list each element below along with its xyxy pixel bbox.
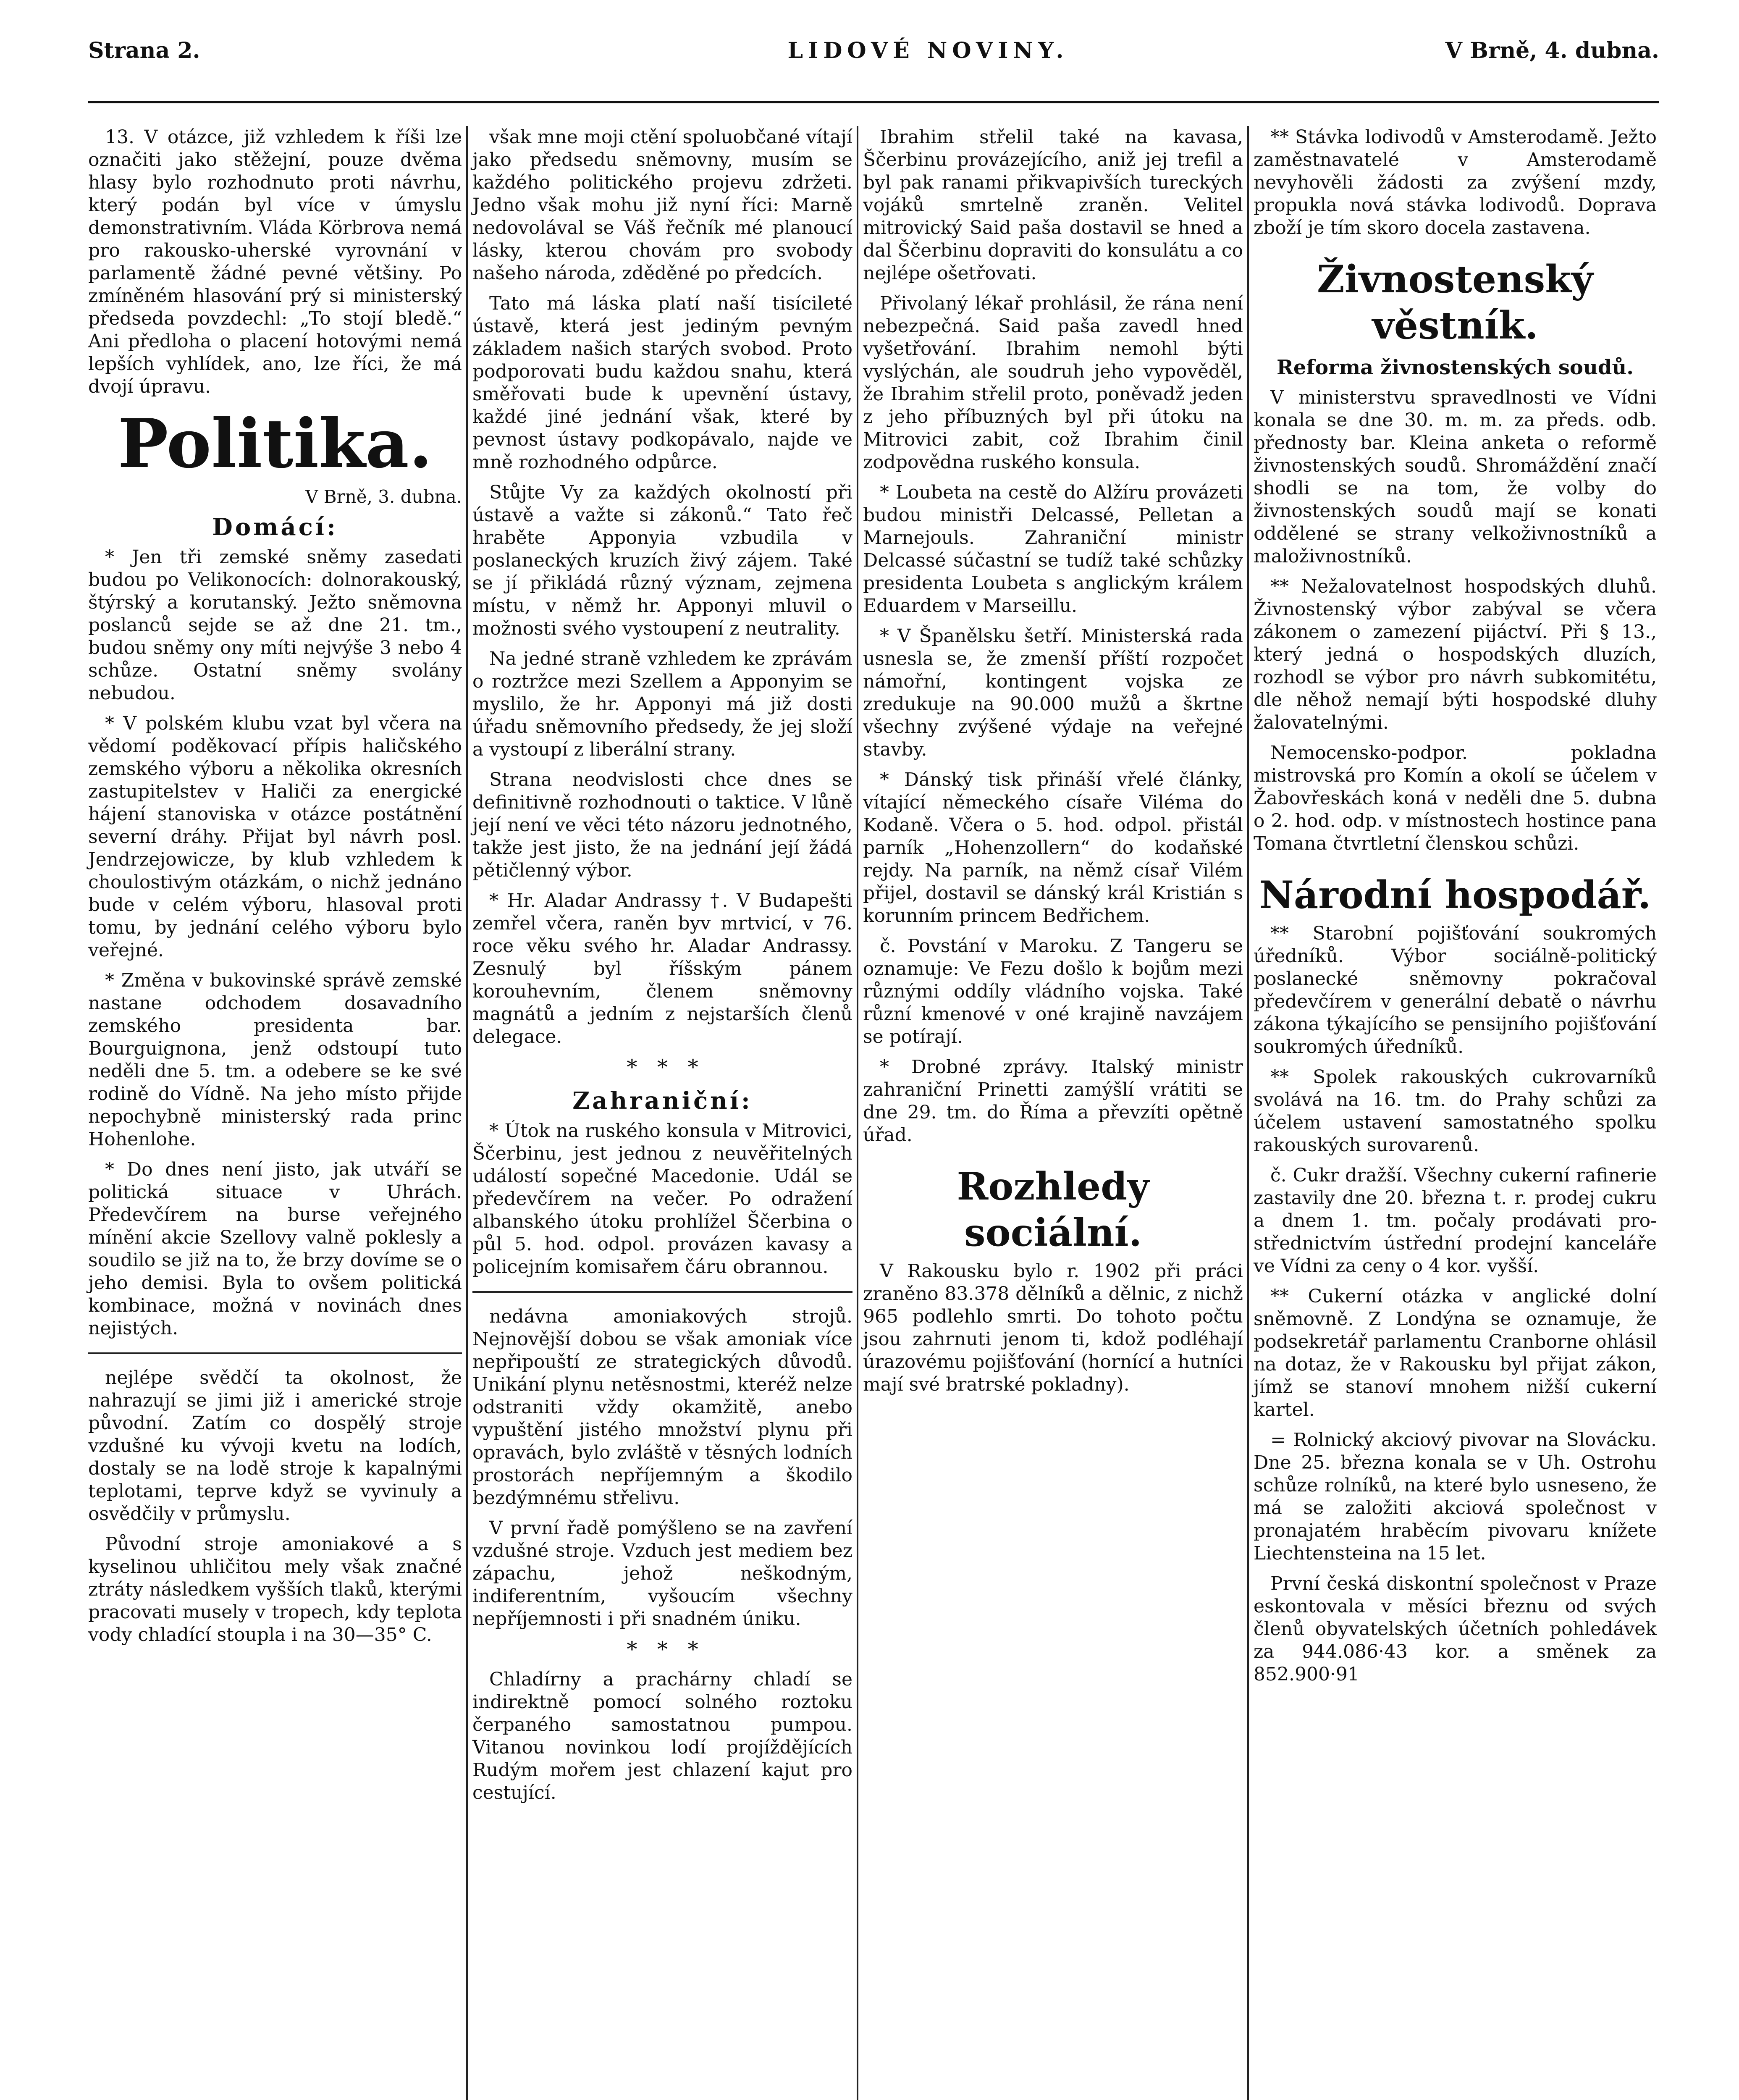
- column-divider: [1247, 126, 1249, 2100]
- article-text: * Hr. Aladar Andrassy †. V Budapešti zemřel včera, raněn byv mrtvicí, v 76. roce věku svého hr. Aladar Andrassy. Zesnulý byl říšským pánem korouhevním, členem sněmovny magnátů a jedním z nejstarších členů delegace.: [472, 890, 852, 1047]
- article-text: = Rolnický akciový pivovar na Slovácku. Dne 25. března konala se v Uh. Ostrohu schůze rolníků, na které bylo usneseno, že má se založiti akciová společnost v pronajatém hraběcím pivovaru knížete Liechtensteina na 15 let.: [1254, 1429, 1657, 1564]
- dateline: V Brně, 4. dubna.: [1445, 38, 1659, 63]
- page-header: [88, 29, 1659, 76]
- article-text: * Dánský tisk přináší vřelé články, vítající německého císaře Viléma do Kodaně. Včera o 5. hod. odpol. přistál parník „Hohenzollern“ do kodaňské rejdy. Na parník, na němž císař Vilém přijel, dostavil se dánský král Kristián s korunním princem Bedřichem.: [863, 769, 1243, 927]
- article-text: Chladírny a prachárny chladí se indirektně pomocí solného roztoku čerpaného samostatnou pumpou. Vitanou novinkou lodí projíždějících Rudým mořem jest chlazení kajut pro cestující.: [472, 1669, 852, 1803]
- separator-stars: * * *: [627, 1637, 698, 1662]
- article-text: V ministerstvu spravedlnosti ve Vídni konala se dne 30. m. m. za předs. odb. přednosty bar. Kleina anketa o reformě živnostenských soudů. Shromáždění značí shodli se na tom, že volby do živnostenských soudů mají se konati oddělené se strany velkoživnostníků a maloživnostníků.: [1254, 387, 1657, 567]
- section-title-econ: Národní hospodář.: [1259, 873, 1651, 917]
- article-text: * Loubeta na cestě do Alžíru provázeti budou ministři Delcassé, Pelletan a Marnejouls. Zahraniční ministr Delcassé súčastní se tudíž také schůzky presidenta Loubeta s anglickým králem Eduardem v Marseillu.: [863, 482, 1243, 617]
- article-text: ** Starobní pojišťování soukromých úředníků. Výbor sociálně-politický poslanecké sněmovny pokračoval předevčírem v generální debatě o návrhu zákona týkajícího se pensijního pojišťování soukromých úředníků.: [1254, 923, 1657, 1058]
- article-text: č. Cukr dražší. Všechny cukerní rafinerie zastavily dne 20. března t. r. prodej cukru a dnem 1. tm. počaly prodávati pro-střednictvím ústřední prodejní kanceláře ve Vídni za ceny o 4 kor. vyšší.: [1254, 1165, 1657, 1277]
- article-text: Strana neodvislosti chce dnes se definitivně rozhodnouti o taktice. V lůně její není ve věci této názoru jednotného, takže jest jisto, že na jednání její žádá pětičlenný výbor.: [472, 769, 852, 881]
- feuilleton-rule: [88, 1352, 462, 1354]
- article-text: Původní stroje amoniakové a s kyselinou uhličitou mely však značné ztráty následkem vyšších tlaků, kterými pracovati musely v tropech, kdy teplota vody chladící stoupla i na 30—35° C.: [88, 1533, 462, 1646]
- article-text: * Útok na ruského konsula v Mitrovici, Ščerbinu, jest jednou z neuvěřitelných událostí sopečné Macedonie. Udál se předevčírem na večer. Po odražení albanského útoku prohlížel Ščerbina o půl 5. hod. odpol. provázen kavasy a policejním komisařem čáru obrannou.: [472, 1120, 852, 1278]
- newspaper-title: LIDOVÉ NOVINY.: [787, 38, 1069, 63]
- article-text: ** Nežalovatelnost hospodských dluhů. Živnostenský výbor zabýval se včera zákonem o zamezení pijáctví. Při § 13., který jedná o hospodských dluzích, rozhodl se výbor pro návrh subkomitétu, dle něhož nemají býti hospodské dluhy žalovatelnými.: [1254, 576, 1657, 733]
- article-text: 13. V otázce, již vzhledem k říši lze označiti jako stěžejní, pouze dvěma hlasy bylo rozhodnuto proti návrhu, který podán byl více v úmyslu demonstrativním. Vláda Körbrova nemá pro rakousko-uherské vyrovnání v parlamentě žádné pevné většiny. Po zmíněném hlasování prý si ministerský předseda povzdechl: „To stojí bledě.“ Ani předloha o placení hotovými nemá lepších vyhlídek, ano, lze říci, že má dvojí úpravu.: [88, 126, 462, 397]
- feuilleton-rule: [472, 1291, 852, 1293]
- section-title-social: Rozhledy sociální.: [957, 1164, 1149, 1255]
- article-text: První česká diskontní společnost v Praze eskontovala v měsíci březnu od svých členů obyvatelských účetních pohledávek za 944.086·43 kor. a směnek za 852.900·91: [1254, 1573, 1657, 1685]
- separator-stars: * * *: [627, 1055, 698, 1079]
- article-text: nejlépe svědčí ta okolnost, že nahrazují se jimi již i americké stroje původní. Zatím co dospělý stroje vzdušné ku vývoji kvetu na lodích, dostaly se na lodě stroje k kapalnými teplotami, teprve když se vyvinuly a osvědčily v průmyslu.: [88, 1367, 462, 1525]
- section-date: V Brně, 3. dubna.: [305, 486, 462, 507]
- column-3: [863, 126, 1243, 1404]
- section-title-trade: Živnostenský věstník.: [1317, 257, 1593, 348]
- article-text: nedávna amoniakových strojů. Nejnovější dobou se však amoniak více nepřipouští ze strategických důvodů. Unikání plynu netěsnostmi, kteréž nelze odstraniti vždy okamžitě, anebo vypuštění jistého množství plynu při opravách, bylo zvláště v těsných lodních prostorách nepříjemným a škodilo bezdýmnému střelivu.: [472, 1306, 852, 1509]
- subsection-zahranicni: Zahraniční:: [572, 1087, 753, 1115]
- article-text: Ibrahim střelil také na kavasa, Ščerbinu provázejícího, aniž jej trefil a byl pak ranami přikvapivších tureckých vojáků smrtelně zraněn. Velitel mitrovický Said paša dostavil se hned a dal Ščerbinu dopraviti do konsulátu a co nejlépe ošetřovati.: [863, 126, 1243, 284]
- article-text: ** Cukerní otázka v anglické dolní sněmovně. Z Londýna se oznamuje, že podsekretář parlamentu Cranborne ohlásil na dotaz, že v Rakousku byl přijat zákon, jímž se stanoví mnohem nižší cukerní kartel.: [1254, 1286, 1657, 1420]
- article-text: * Do dnes není jisto, jak utváří se politická situace v Uhrách. Předevčírem na burse veřejného mínění akcie Szellovy valně poklesly a soudilo se již na to, že brzy dovíme se o jeho demisi. Byla to ovšem politická kombinace, možná v novinách dnes nejistých.: [88, 1159, 462, 1339]
- article-text: V první řadě pomýšleno se na zavření vzdušné stroje. Vzduch jest mediem bez zápachu, jehož neškodným, indiferentním, vyšoucím všechny nepříjemnosti i při snadném úniku.: [472, 1517, 852, 1630]
- article-text: * Jen tři zemské sněmy zasedati budou po Velikonocích: dolnorakouský, štýrský a korutanský. Ježto sněmovna poslanců sejde se až dne 21. tm., budou sněmy ony míti nejvýše 3 nebo 4 schůze. Ostatní sněmy svolány nebudou.: [88, 546, 462, 704]
- subsection-domaci: Domácí:: [212, 513, 338, 541]
- article-text: V Rakousku bylo r. 1902 při práci zraněno 83.378 dělníků a dělnic, z nichž 965 podlehlo smrti. Do tohoto počtu jsou zahrnuti jenom ti, kdož podléhají úrazovému pojišťování (hornící a hutníci mají své bratrské pokladny).: [863, 1260, 1243, 1395]
- article-text: * V polském klubu vzat byl včera na vědomí poděkovací přípis haličského zemského výboru a několika okresních zastupitelstev v Haliči za energické hájení stanoviska v otázce postátnění severní dráhy. Přijat byl návrh posl. Jendrzejowicze, by klub vzhledem k choulostivým otázkám, o nichž jednáno bude v celém výboru, hlasoval proti tomu, by jednání celého výboru bylo veřejné.: [88, 713, 462, 961]
- article-text: Na jedné straně vzhledem ke zprávám o roztržce mezi Szellem a Apponyim se myslilo, že hr. Apponyi má již dosti úřadu sněmovního předsedy, že jej složí a vystoupí z liberální strany.: [472, 648, 852, 760]
- column-divider: [466, 126, 468, 2100]
- column-4: [1254, 126, 1657, 1693]
- trade-subtitle: Reforma živnostenských soudů.: [1276, 356, 1634, 379]
- article-text: * Drobné zprávy. Italský ministr zahraniční Prinetti zamýšlí vrátiti se dne 29. tm. do Říma a převzíti opětně úřad.: [863, 1056, 1243, 1146]
- article-text: ** Stávka lodivodů v Amsterodamě. Ježto zaměstnavatelé v Amsterodamě nevyhověli žádosti za zvýšení mzdy, propukla nová stávka lodivodů. Doprava zboží je tím skoro docela zastavena.: [1254, 126, 1657, 239]
- page-number: Strana 2.: [88, 38, 200, 63]
- column-divider: [857, 126, 858, 2100]
- article-text: Stůjte Vy za každých okolností při ústavě a važte si zákonů.“ Tato řeč hraběte Apponyia vzbudila v poslaneckých kruzích živý zájem. Také se jí přikládá různý význam, zejmena místu, v němž hr. Apponyi mluvil o možnosti svého vystoupení z neutrality.: [472, 482, 852, 639]
- article-text: * Změna v bukovinské správě zemské nastane odchodem dosavadního zemského presidenta bar. Bourguignona, jenž odstoupí tuto neděli dne 5. tm. a odebere se ke své rodině do Vídně. Na jeho místo přijde nepochybně ministerský rada princ Hohenlohe.: [88, 970, 462, 1150]
- article-text: č. Povstání v Maroku. Z Tangeru se oznamuje: Ve Fezu došlo k bojům mezi různými oddíly vládního vojska. Také různí kmenové v oné krajině navzájem se potírají.: [863, 935, 1243, 1047]
- article-text: však mne moji ctění spoluobčané vítají jako předsedu sněmovny, musím se každého politického projevu zdržeti. Jedno však mohu již nyní říci: Marně nedovolával se Váš řečník mé planoucí lásky, kterou chovám pro svobody našeho národa, zděděné po předcích.: [472, 126, 852, 284]
- column-1: [88, 126, 462, 1654]
- article-text: ** Spolek rakouských cukrovarníků svolává na 16. tm. do Prahy schůzi za účelem ustavení samostatného spolku rakouských surovarenů.: [1254, 1066, 1657, 1156]
- article-text: Přivolaný lékař prohlásil, že rána není nebezpečná. Said paša zavedl hned vyšetřování. Ibrahim nemohl býti vyslýchán, ale soudruh jeho vypověděl, že Ibrahim střelil proto, poněvadž jeden z jeho příbuzných byl při útoku na Mitrovici zabit, což Ibrahim činil zodpovědna ruského konsula.: [863, 293, 1243, 473]
- article-text: * V Španělsku šetří. Ministerská rada usnesla se, že zmenší příští rozpočet námořní, kontingent vojska ze zredukuje na 90.000 mužů a škrtne všechny zvýšené výdaje na veřejné stavby.: [863, 625, 1243, 760]
- section-title-politika: Politika.: [118, 404, 433, 483]
- article-text: Nemocensko-podpor. pokladna mistrovská pro Komín a okolí se účelem v Žabovřeskách koná v neděli dne 5. dubna o 2. hod. odp. v místnostech hostince pana Tomana čtvrtletní členskou schůzi.: [1254, 742, 1657, 854]
- article-text: Tato má láska platí naší tisícileté ústavě, která jest jediným pevným základem našich starých svobod. Proto podporovati budu každou snahu, která směřovati bude k upevnění ústavy, každé jiné jednání však, které by pevnost ústavy podkopávalo, najde ve mně rozhodného odpůrce.: [472, 293, 852, 473]
- header-rule: [88, 101, 1659, 103]
- column-2: [472, 126, 852, 1812]
